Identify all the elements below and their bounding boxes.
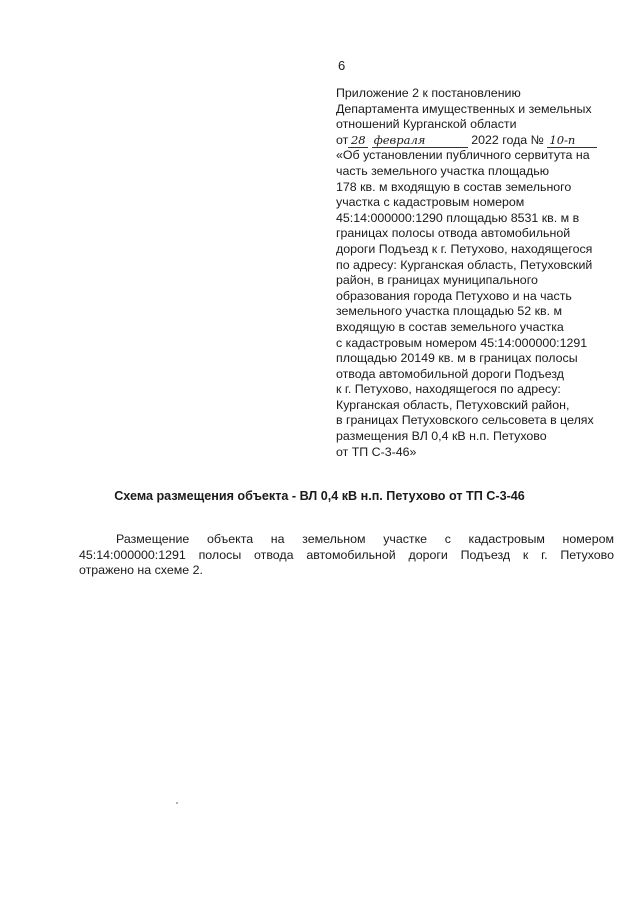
date-year-text: 2022 года № bbox=[471, 132, 544, 147]
handwritten-day: 28 bbox=[348, 134, 368, 148]
scheme-title: Схема размещения объекта - ВЛ 0,4 кВ н.п. Петухово от ТП С-3-46 bbox=[114, 489, 525, 503]
resolution-title-line: земельного участка площадью 52 кв. м bbox=[336, 304, 562, 319]
appendix-line: отношений Курганской области bbox=[336, 117, 517, 132]
handwritten-month: февраля bbox=[372, 134, 468, 148]
resolution-title-line: часть земельного участка площадью bbox=[336, 163, 550, 178]
resolution-title-line: дороги Подъезд к г. Петухово, находящегося bbox=[336, 241, 593, 256]
resolution-title-line: площадью 20149 кв. м в границах полосы bbox=[336, 351, 578, 366]
resolution-title-line: Курганская область, Петуховский район, bbox=[336, 397, 570, 412]
appendix-header bbox=[336, 86, 616, 460]
resolution-title-line: входящую в состав земельного участка bbox=[336, 319, 564, 334]
resolution-title-line: 45:14:000000:1290 площадью 8531 кв. м в bbox=[336, 210, 580, 225]
resolution-title-line: с кадастровым номером 45:14:000000:1291 bbox=[336, 335, 588, 350]
body-line: Размещение объекта на земельном участке с кадастровым номером bbox=[116, 532, 614, 546]
date-prefix: от bbox=[336, 132, 349, 147]
handwritten-doc-number: 10-п bbox=[547, 134, 597, 148]
appendix-line: Департамента имущественных и земельных bbox=[336, 101, 592, 116]
body-line: 45:14:000000:1291 полосы отвода автомобильной дороги Подъезд к г. Петухово bbox=[79, 547, 614, 562]
resolution-title-line: отвода автомобильной дороги Подъезд bbox=[336, 366, 565, 381]
resolution-title-line: по адресу: Курганская область, Петуховский bbox=[336, 257, 593, 272]
scan-speck bbox=[176, 802, 178, 804]
resolution-title-line: участка с кадастровым номером bbox=[336, 195, 525, 210]
resolution-title-line: 178 кв. м входящую в состав земельного bbox=[336, 179, 572, 194]
page-number: 6 bbox=[338, 58, 346, 73]
appendix-line: Приложение 2 к постановлению bbox=[336, 86, 521, 100]
resolution-title-line: от ТП С-3-46» bbox=[336, 444, 417, 459]
resolution-date-line bbox=[336, 133, 616, 149]
resolution-title-line: «Об установлении публичного сервитута на bbox=[336, 148, 590, 163]
resolution-title-line: район, в границах муниципального bbox=[336, 273, 538, 288]
resolution-title-line: образования города Петухово и на часть bbox=[336, 288, 572, 303]
body-paragraph bbox=[79, 532, 614, 579]
resolution-title-line: границах полосы отвода автомобильной bbox=[336, 226, 571, 241]
resolution-title-line: в границах Петуховского сельсовета в целях bbox=[336, 413, 594, 428]
resolution-title-line: размещения ВЛ 0,4 кВ н.п. Петухово bbox=[336, 429, 547, 444]
resolution-title-line: к г. Петухово, находящегося по адресу: bbox=[336, 382, 561, 397]
body-line: отражено на схеме 2. bbox=[79, 563, 203, 578]
